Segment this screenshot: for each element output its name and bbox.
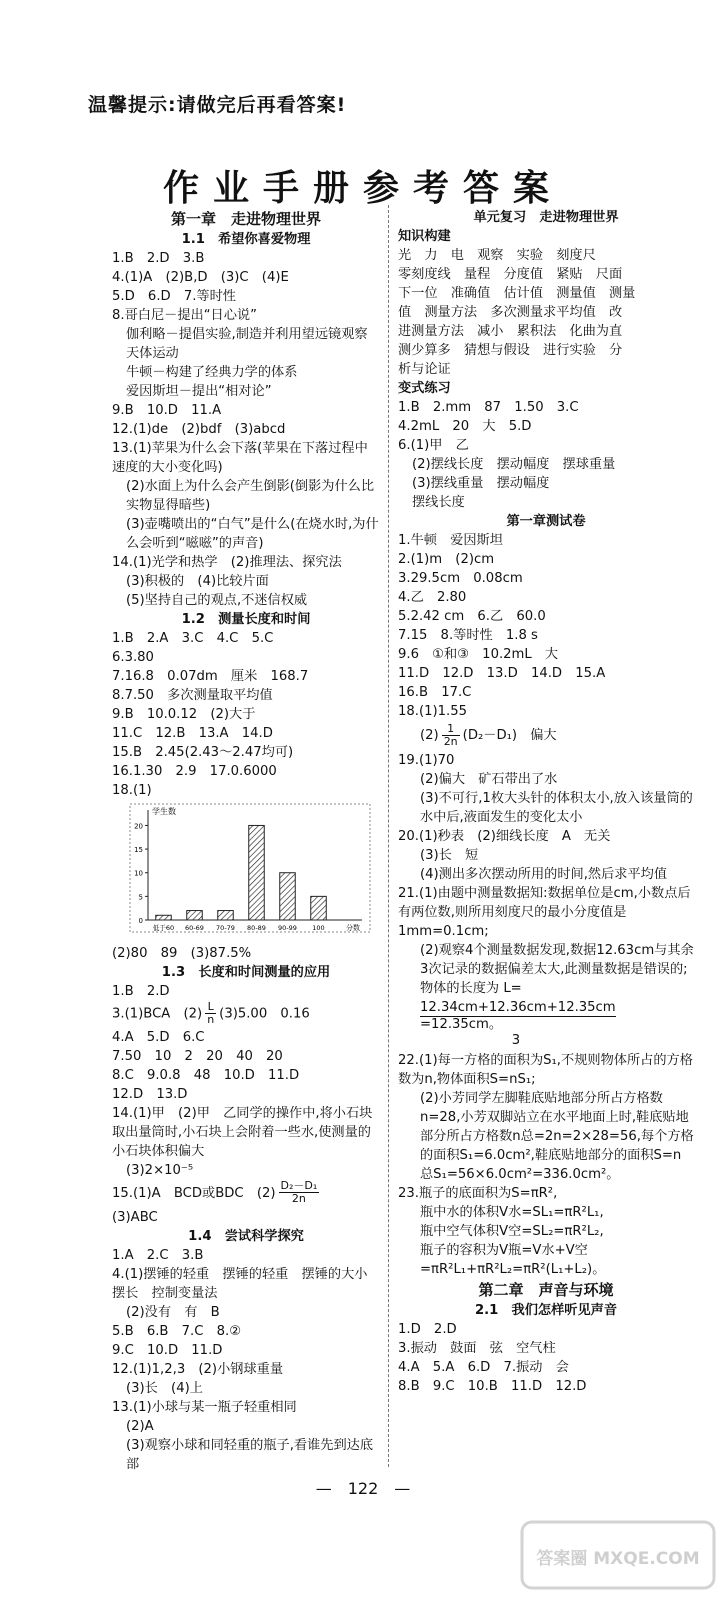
answer-line: 光 力 电 观察 实验 刻度尺 <box>398 248 596 263</box>
answer-line: (2)80 89 (3)87.5% <box>112 946 252 961</box>
answer-line: 23.瓶子的底面积为S=πR², <box>398 1186 558 1201</box>
answer-line: 12.D 13.D <box>112 1086 188 1102</box>
fraction-numerator: 12.34cm+12.36cm+12.35cm <box>420 1000 616 1015</box>
answer-line: (3)ABC <box>112 1209 158 1225</box>
answer-18-part-b: (D₂－D₁) 偏大 <box>462 728 557 743</box>
answer-line: (5)坚持自己的观点,不迷信权威 <box>126 593 308 608</box>
answer-line: 瓶子的容积为V瓶=V水+V空=πR²L₁+πR²L₂=πR²(L₁+L₂)。 <box>420 1243 606 1277</box>
answer-line: 1.B 2.D 3.B <box>112 251 205 266</box>
answer-line: 析与论证 <box>398 362 451 377</box>
chapter-1-heading: 第一章 走进物理世界 <box>170 210 321 228</box>
answer-line: 18.(1) <box>112 783 152 798</box>
answer-line: 4.2mL 20 大 5.D <box>398 419 532 434</box>
section-1-3-answers <box>112 982 380 1227</box>
answer-line: (4)测出多次摆动所用的时间,然后求平均值 <box>420 867 668 882</box>
answer-line: 1.牛顿 爱因斯坦 <box>398 533 503 548</box>
answer-line-3 <box>112 1001 380 1028</box>
x-tick-label: 70-79 <box>216 924 235 932</box>
answer-line: 12.(1)1,2,3 (2)小钢球重量 <box>112 1361 284 1377</box>
length-average-fraction <box>398 1000 694 1049</box>
answer-line: (2)观察4个测量数据发现,数据12.63cm与其余3次记录的数据偏差太大,此测量数据是错误的; <box>420 943 694 977</box>
answer-line: 3.振动 鼓面 弦 空气柱 <box>398 1341 556 1356</box>
score-histogram <box>112 802 372 936</box>
answer-line: (2)A <box>126 1418 154 1434</box>
column-divider <box>388 205 389 1467</box>
page-number: — 122 — <box>315 1479 411 1498</box>
answer-line: 7.15 8.等时性 1.8 s <box>398 628 538 643</box>
answer-line: (2)偏大 矿石带出了水 <box>420 772 558 787</box>
knowledge-build-heading: 知识构建 <box>398 229 451 244</box>
answer-line: (3)长 (4)上 <box>126 1380 203 1396</box>
answer-line: 2.(1)m (2)cm <box>398 552 495 567</box>
answer-line: 值 测量方法 多次测量求平均值 改 <box>398 305 623 320</box>
answer-line: 6.(1)甲 乙 <box>398 438 469 453</box>
fraction-result: =12.35cm。 <box>420 1017 503 1032</box>
answer-line: (2)没有 有 B <box>126 1304 220 1320</box>
answer-line: 4.A 5.D 6.C <box>112 1029 205 1045</box>
answer-line-15 <box>112 1180 380 1208</box>
section-1-1-answers <box>112 249 380 610</box>
answer-3-part-b: (3)5.00 0.16 <box>219 1006 310 1022</box>
left-column <box>112 208 380 1474</box>
x-tick-label: 90-99 <box>278 924 297 932</box>
answer-line-18-2 <box>398 721 694 751</box>
answer-line: (3)摆线重量 摆动幅度 <box>412 476 550 491</box>
answer-line: 1.A 2.C 3.B <box>112 1247 204 1263</box>
answer-line: 7.16.8 0.07dm 厘米 168.7 <box>112 669 309 684</box>
answer-line: 进测量方法 减小 累积法 化曲为直 <box>398 324 623 339</box>
answer-line: 1.B 2.mm 87 1.50 3.C <box>398 400 579 415</box>
answer-line: 19.(1)70 <box>398 753 455 768</box>
answer-line: 4.(1)摆锤的轻重 摆锤的轻重 摆锤的大小 摆长 控制变量法 <box>112 1266 381 1301</box>
answer-line: 11.D 12.D 13.D 14.D 15.A <box>398 666 606 681</box>
histogram-bar <box>156 915 172 920</box>
page-title: 作业手册参考答案 <box>162 168 563 209</box>
answer-line: 牛顿－构建了经典力学的体系 <box>126 365 298 380</box>
answer-line: 瓶中空气体积V空=SL₂=πR²L₂, <box>420 1224 604 1239</box>
answer-line: 伽利略－提倡实验,制造并利用望远镜观察天体运动 <box>126 327 368 361</box>
notice-banner: 温馨提示:请做完后再看答案! <box>88 94 347 116</box>
y-tick-label: 5 <box>138 893 143 902</box>
answer-line: 11.C 12.B 13.A 14.D <box>112 726 273 741</box>
answer-line: 6.3.80 <box>112 650 154 665</box>
answer-line: (3)壶嘴喷出的“白气”是什么(在烧水时,为什么会听到“嗞嗞”的声音) <box>126 517 379 551</box>
answer-line: 18.(1)1.55 <box>398 704 468 719</box>
answer-line: 4.A 5.A 6.D 7.振动 会 <box>398 1360 569 1375</box>
answer-line: (3)2×10⁻⁵ <box>126 1162 194 1178</box>
x-axis-label: 分数 <box>346 924 360 932</box>
fraction-numerator: L <box>205 1001 216 1014</box>
answer-line: 15.B 2.45(2.43～2.47均可) <box>112 745 294 760</box>
x-tick-label: 80-89 <box>247 924 266 932</box>
answer-line: 8.B 9.C 10.B 11.D 12.D <box>398 1379 587 1394</box>
fraction-numerator: 1 <box>442 723 460 736</box>
answer-line: 22.(1)每一方格的面积为S₁,不规则物体所占的方格数为n,物体面积S=nS₁; <box>398 1053 693 1087</box>
answer-line: 1.B 2.D <box>112 984 170 999</box>
answer-line: 5.2.42 cm 6.乙 60.0 <box>398 609 546 624</box>
variant-practice-heading: 变式练习 <box>398 381 451 396</box>
answer-line: 4.(1)A (2)B,D (3)C (4)E <box>112 270 289 285</box>
chapter-1-test-title: 第一章测试卷 <box>506 514 586 529</box>
section-1-4-answers <box>112 1246 380 1474</box>
unit-review-title: 单元复习 走进物理世界 <box>473 210 619 225</box>
answer-line: 9.6 ①和③ 10.2mL 大 <box>398 647 559 662</box>
histogram-bar <box>218 911 234 920</box>
answer-line: 20.(1)秒表 (2)细线长度 A 无关 <box>398 829 611 844</box>
section-2-1-answers <box>398 1320 694 1396</box>
answer-line: (3)观察小球和同轻重的瓶子,看谁先到达底部 <box>126 1437 374 1472</box>
x-tick-label: 低于60 <box>152 924 175 932</box>
answer-line: (3)长 短 <box>420 848 479 863</box>
section-1-2-answers <box>112 629 380 963</box>
answer-line: 5.B 6.B 7.C 8.② <box>112 1323 242 1339</box>
section-1-1-title: 1.1 希望你喜爱物理 <box>181 232 311 247</box>
answer-line: 1.B 2.A 3.C 4.C 5.C <box>112 631 274 646</box>
answer-line: 瓶中水的体积V水=SL₁=πR²L₁, <box>420 1205 604 1220</box>
histogram-bar <box>187 911 203 920</box>
variant-practice-answers <box>398 398 694 512</box>
answer-line: 物体的长度为 L= <box>420 981 522 996</box>
answer-line: 13.(1)小球与某一瓶子轻重相同 <box>112 1399 297 1415</box>
y-tick-label: 20 <box>134 822 143 831</box>
section-1-3-title: 1.3 长度和时间测量的应用 <box>161 965 331 980</box>
chapter-2-heading: 第二章 声音与环境 <box>478 1281 614 1299</box>
chapter-1-test-answers <box>398 531 694 1279</box>
answer-line: 爱因斯坦－提出“相对论” <box>126 384 272 399</box>
answer-line: 8.哥白尼－提出“日心说” <box>112 308 257 323</box>
fraction-1-over-2n <box>442 723 460 748</box>
answer-line: 13.(1)苹果为什么会下落(苹果在下落过程中速度的大小变化吗) <box>112 441 368 475</box>
answer-line: 7.50 10 2 20 40 20 <box>112 1048 283 1064</box>
histogram-bar <box>311 896 327 920</box>
section-2-1-title: 2.1 我们怎样听见声音 <box>474 1303 618 1318</box>
answer-line: 零刻度线 量程 分度值 紧贴 尺面 <box>398 267 623 282</box>
answer-line: 12.(1)de (2)bdf (3)abcd <box>112 422 286 437</box>
fraction-denominator: 2n <box>443 734 458 748</box>
fraction-denominator: n <box>207 1013 215 1026</box>
answer-line: 9.B 10.0.12 (2)大于 <box>112 707 256 722</box>
answer-line: 21.(1)由题中测量数据知:数据单位是cm,小数点后有两位数,则所用刻度尺的最小分度值是1mm=0.1cm; <box>398 886 691 939</box>
knowledge-build-content <box>398 246 694 379</box>
answer-line: (3)不可行,1枚大头针的体积太小,放入该量筒的水中后,液面发生的变化太小 <box>420 791 693 825</box>
answer-15-part-a: 15.(1)A BCD或BDC (2) <box>112 1185 276 1201</box>
y-tick-label: 15 <box>134 846 143 855</box>
histogram-bar <box>280 873 296 920</box>
answer-line: 9.C 10.D 11.D <box>112 1342 223 1358</box>
answer-line: 16.B 17.C <box>398 685 472 700</box>
answer-line: (2)水面上为什么会产生倒影(倒影为什么比实物显得暗些) <box>126 479 375 513</box>
answer-line: 14.(1)光学和热学 (2)推理法、探究法 <box>112 555 342 570</box>
answer-line: 16.1.30 2.9 17.0.6000 <box>112 764 277 779</box>
fraction-numerator: D₂－D₁ <box>280 1179 318 1192</box>
answer-line: 测少算多 猜想与假设 进行实验 分 <box>398 343 623 358</box>
fraction-d2-d1-over-2n <box>279 1180 320 1205</box>
section-1-2-title: 1.2 测量长度和时间 <box>181 612 311 627</box>
x-tick-label: 60-69 <box>185 924 204 932</box>
answer-line: 下一位 准确值 估计值 测量值 测量 <box>398 286 636 301</box>
answer-line: 5.D 6.D 7.等时性 <box>112 289 236 304</box>
answer-18-part-a: (2) <box>420 728 439 743</box>
x-tick-label: 100 <box>312 924 325 932</box>
fraction-denominator: 3 <box>511 1033 521 1048</box>
watermark-logo <box>520 1520 716 1590</box>
answer-line: 摆线长度 <box>412 495 465 510</box>
answer-line: 4.乙 2.80 <box>398 590 467 605</box>
y-tick-label: 0 <box>138 917 143 925</box>
y-axis-label: 学生数 <box>152 807 176 816</box>
answer-line: (3)积极的 (4)比较片面 <box>126 574 269 589</box>
fraction-denominator: 2n <box>291 1192 306 1205</box>
answer-line: 8.C 9.0.8 48 10.D 11.D <box>112 1067 300 1083</box>
histogram-bar <box>249 825 265 920</box>
fraction-l-over-n <box>205 1001 216 1026</box>
y-tick-label: 10 <box>134 869 143 878</box>
answer-line: 14.(1)甲 (2)甲 乙同学的操作中,将小石块取出量筒时,小石块上会附着一些水,使测量的小石块体积偏大 <box>112 1105 373 1159</box>
section-1-4-title: 1.4 尝试科学探究 <box>188 1228 304 1244</box>
answer-line: 8.7.50 多次测量取平均值 <box>112 688 273 703</box>
watermark-text: 答案圈 MXQE.COM <box>536 1549 700 1569</box>
answer-line: 1.D 2.D <box>398 1322 457 1337</box>
answer-line: 3.29.5cm 0.08cm <box>398 571 523 586</box>
answer-3-part-a: 3.(1)BCA (2) <box>112 1006 203 1022</box>
answer-line: 9.B 10.D 11.A <box>112 403 222 418</box>
right-column <box>398 208 694 1396</box>
answer-line: (2)小芳同学左脚鞋底贴地部分所占方格数n=28,小芳双脚站立在水平地面上时,鞋底贴地部分所占方格数n总=2n=2×28=56,每个方格的面积S₁=6.0cm²,鞋底贴地部分的面积S=n总S₁=56×6.0cm²=336.0cm²。 <box>420 1091 694 1182</box>
answer-line: (2)摆线长度 摆动幅度 摆球重量 <box>412 457 616 472</box>
